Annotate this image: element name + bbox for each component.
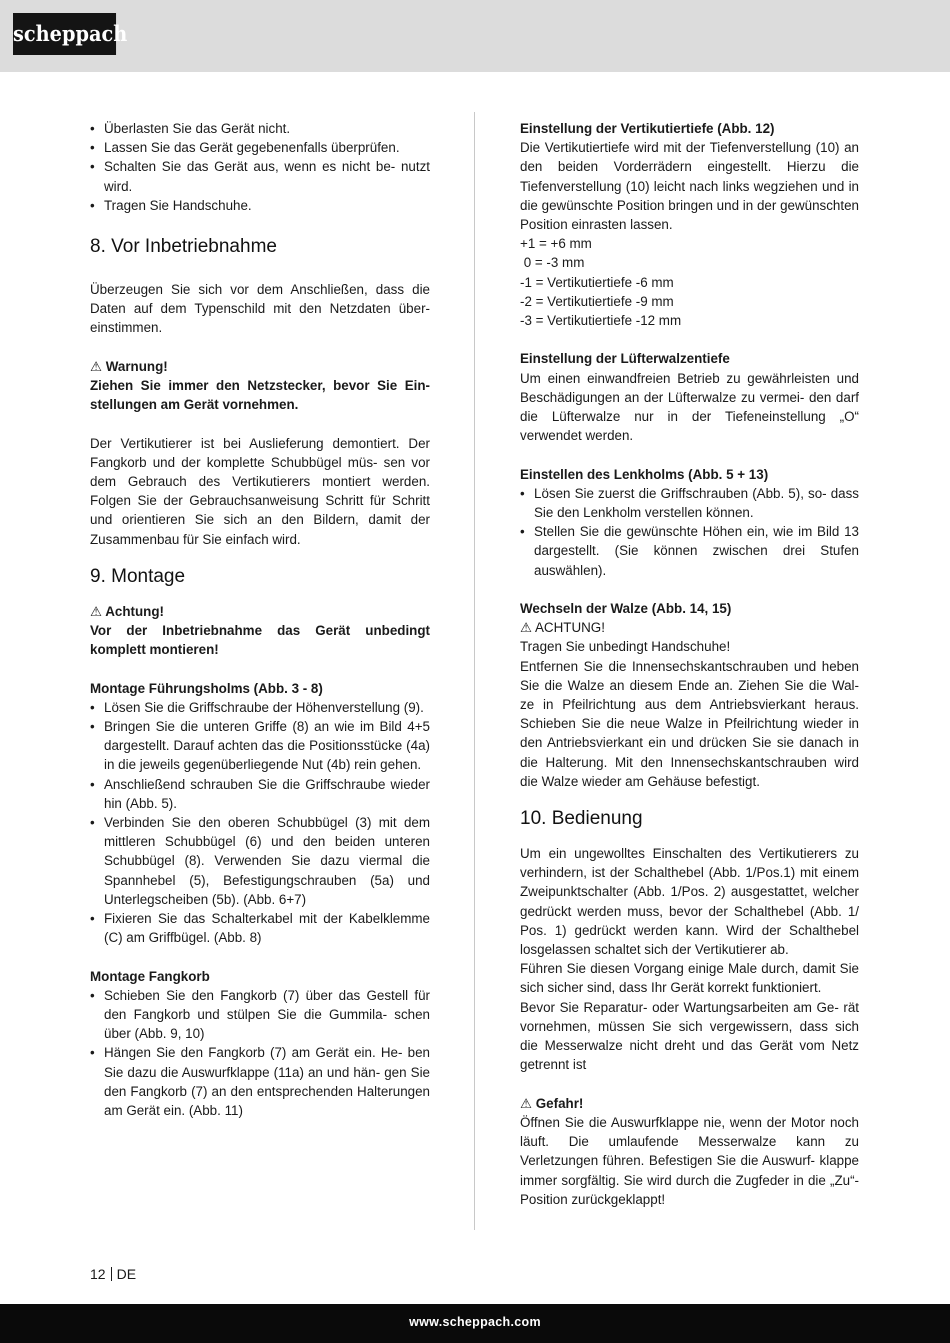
section-8-heading: 8. Vor Inbetriebnahme [90,236,277,258]
depth-setting-line: -2 = Vertikutiertiefe -9 mm [520,293,674,309]
right-column [520,119,859,1209]
walze-gloves-line: Tragen Sie unbedingt Handschuhe! [520,639,731,655]
warning-heading [90,357,430,376]
list-item: • Anschließend schrauben Sie die Griffschraube wieder hin (Abb. 5). [90,775,430,813]
list-item: • Lösen Sie die Griffschraube der Höhenverstellung (9). [90,698,430,717]
section-9-heading: 9. Montage [90,565,186,587]
language-code: DE [116,1266,137,1282]
section-10-paragraph-1: Um ein ungewolltes Einschalten des Vertikutierers zu verhindern, ist der Schalthebel (Abb. 1/Pos.1) mit einem Zweipunktschalter (Abb. 1/Pos. 2) ausgestattet, welcher gedrückt werden muss, bevor der Schalthebel (Abb. 1/ Pos. 1) gedrückt werden kann. Wird der Schalthebel losgelassen schaltet sich der Vertikutierer ab. [520,846,859,958]
list-item: • Fixieren Sie das Schalterkabel mit der Kabelklemme (C) am Griffbügel. (Abb. 8) [90,909,430,947]
list-item: • Verbinden Sie den oberen Schubbügel (3) mit dem mittleren Schubbügel (6) und den beiden unteren Schubbügel (8). Verwenden Sie dazu viermal die Spannhebel (5), Befestigungschrauben (5a) und Unterlegscheiben (5b). (Abb. 6+7) [90,813,430,909]
subheading-fuehrungsholm: Montage Führungsholms (Abb. 3 - 8) [90,680,323,696]
subheading-luefterwalzentiefe: Einstellung der Lüfterwalzentiefe [520,351,730,367]
list-item: • Lösen Sie zuerst die Griffschrauben (Abb. 5), so- dass Sie den Lenkholm verstellen können. [520,484,859,522]
list-item: • Lassen Sie das Gerät gegebenenfalls überprüfen. [90,138,430,157]
warning-triangle-icon: ⚠ [90,603,103,619]
header-band [0,0,950,72]
list-item: • Tragen Sie Handschuhe. [90,196,430,215]
list-item: • Hängen Sie den Fangkorb (7) am Gerät ein. He- ben Sie dazu die Auswurfklappe (11a) an und hän- gen Sie den Fangkorb (7) an den entsprechenden Halterungen am Gerät ein. (Abb. 11) [90,1043,430,1120]
walze-warning-label: ACHTUNG! [535,620,605,636]
list-item: • Überlasten Sie das Gerät nicht. [90,119,430,138]
walze-warning [520,618,859,637]
depth-setting-line: -1 = Vertikutiertiefe -6 mm [520,274,674,290]
page-number-value: 12 [90,1266,106,1282]
scheppach-logo: scheppach [13,13,116,55]
danger-title: Gefahr! [535,1095,584,1111]
depth-setting-line: -3 = Vertikutiertiefe -12 mm [520,313,682,329]
warning-triangle-icon: ⚠ [90,358,103,374]
depth-setting-line: 0 = -3 mm [520,255,585,271]
list-item: • Bringen Sie die unteren Griffe (8) an wie im Bild 4+5 dargestellt. Darauf achten das die Positionsstücke (4a) in die jeweils gegenüberliegende Nut (4b) rein gehen. [90,717,430,775]
page-number [90,1265,136,1283]
walze-text: Entfernen Sie die Innensechskantschrauben und heben Sie die Walze an diesem Ende an. Ziehen Sie die Wal- ze in Pfeilrichtung aus dem Antriebsvierkant heraus. Schieben Sie die neue Walze in Pfeilrichtung wieder in den Antriebsvierkant ein und drücken Sie sie danach in die Halterung. Mit den Innensechskantschrauben wird die Walze wieder am Gehäuse befestigt. [520,658,859,789]
attention-text: Vor der Inbetriebnahme das Gerät unbedingt komplett montieren! [90,623,430,658]
warning-triangle-icon: ⚠ [520,1095,533,1111]
attention-heading [90,602,430,621]
section-10-paragraph-3: Bevor Sie Reparatur- oder Wartungsarbeiten am Ge- rät vornehmen, müssen Sie sich vergewissern, dass sich die Messerwalze nicht dreht und das Gerät vom Netz getrennt ist [520,999,859,1073]
page-number-separator [111,1267,112,1281]
warning-triangle-icon: ⚠ [520,620,533,636]
left-column [90,119,430,1120]
warning-text: Ziehen Sie immer den Netzstecker, bevor Sie Ein- stellungen am Gerät vornehmen. [90,378,430,413]
intro-bullet-list [90,119,430,215]
list-item: • Stellen Sie die gewünschte Höhen ein, wie im Bild 13 dargestellt. (Sie können zwischen drei Stufen auswählen). [520,522,859,580]
section-8-paragraph-1: Überzeugen Sie sich vor dem Anschließen, dass die Daten auf dem Typenschild mit den Netzdaten über- einstimmen. [90,282,430,336]
subheading-lenkholm: Einstellen des Lenkholms (Abb. 5 + 13) [520,466,769,482]
subheading-fangkorb: Montage Fangkorb [90,968,210,984]
depth-setting-line: +1 = +6 mm [520,236,592,252]
section-10-paragraph-2: Führen Sie diesen Vorgang einige Male durch, damit Sie sich sicher sind, dass Ihr Gerät korrekt funktioniert. [520,961,859,996]
subheading-walze: Wechseln der Walze (Abb. 14, 15) [520,601,732,617]
vertikutiertiefe-text: Die Vertikutiertiefe wird mit der Tiefenverstellung (10) an den beiden Vorderrädern eingestellt. Hierzu die Tiefenverstellung (10) leicht nach links wegziehen und in die gewünschte Position bringen und in der gewünschten Position einrasten lassen. [520,140,859,233]
section-10-heading: 10. Bedienung [520,808,643,830]
list-item: • Schalten Sie das Gerät aus, wenn es nicht be- nutzt wird. [90,157,430,195]
warning-title: Warnung! [105,358,168,374]
luefterwalzentiefe-text: Um einen einwandfreien Betrieb zu gewährleisten und Beschädigungen an der Lüfterwalze zu vermei- den darf die Lüfterwalze nur in der Tiefeneinstellung „O“ verwendet werden. [520,370,859,444]
lenkholm-bullet-list [520,484,859,580]
attention-title: Achtung! [105,603,165,619]
column-divider [474,112,475,1230]
danger-heading [520,1094,859,1113]
section-8-paragraph-2: Der Vertikutierer ist bei Auslieferung demontiert. Der Fangkorb und der komplette Schubbügel müs- sen vor dem Gebrauch des Vertikutierers montiert werden. Folgen Sie der Gebrauchsanweisung Schritt für Schritt und orientieren Sie sich an den Bildern, damit der Zusammenbau für Sie einfach wird. [90,435,430,547]
fangkorb-bullet-list [90,986,430,1120]
list-item: • Schieben Sie den Fangkorb (7) über das Gestell für den Fangkorb und stülpen Sie die Gummila- schen über (Abb. 9, 10) [90,986,430,1044]
subheading-vertikutiertiefe: Einstellung der Vertikutiertiefe (Abb. 12) [520,121,775,136]
fuehrungsholm-bullet-list [90,698,430,948]
footer-url: www.scheppach.com [409,1315,541,1329]
danger-text: Öffnen Sie die Auswurfklappe nie, wenn der Motor noch läuft. Die umlaufende Messerwalze kann zu Verletzungen führen. Befestigen Sie die Auswurf- klappe immer sorgfältig. Sie wird durch die Zugfeder in die „Zu“- Position zurückgeklappt! [520,1114,859,1207]
